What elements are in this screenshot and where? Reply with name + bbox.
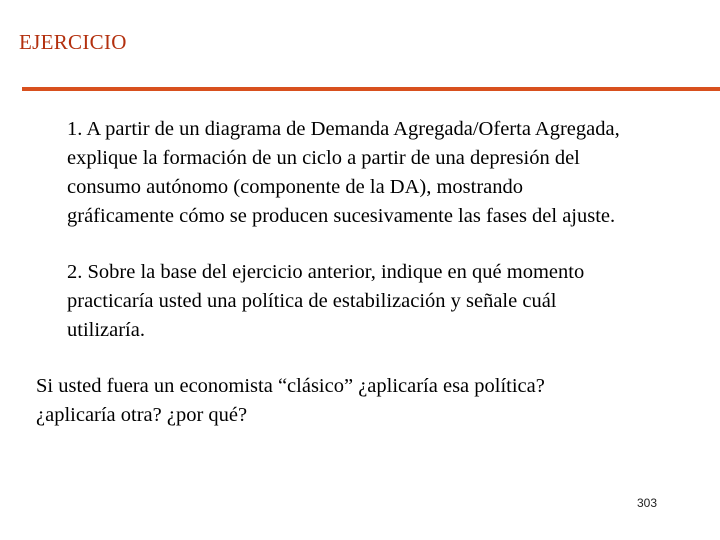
exercise-2-text xyxy=(67,258,584,345)
question-line: ¿aplicaría otra? ¿por qué? xyxy=(36,404,248,426)
exercise-1-text xyxy=(67,115,620,231)
exercise-2-line: 2. Sobre la base del ejercicio anterior, indique en qué momento xyxy=(67,261,585,283)
page-number: 303 xyxy=(637,496,658,510)
slide-title: EJERCICIO xyxy=(19,30,127,54)
exercise-2-line: utilizaría. xyxy=(67,319,145,341)
exercise-1-line: consumo autónomo (componente de la DA), mostrando xyxy=(67,176,524,198)
exercise-2-line: practicaría usted una política de estabilización y señale cuál xyxy=(67,290,557,312)
question-line: Si usted fuera un economista “clásico” ¿aplicaría esa política? xyxy=(36,375,545,397)
title-divider xyxy=(22,87,720,91)
exercise-1-line: explique la formación de un ciclo a partir de una depresión del xyxy=(67,147,580,169)
exercise-1-line: 1. A partir de un diagrama de Demanda Agregada/Oferta Agregada, xyxy=(67,118,620,140)
exercise-1-line: gráficamente cómo se producen sucesivamente las fases del ajuste. xyxy=(67,205,616,227)
classical-economist-question xyxy=(36,372,545,430)
